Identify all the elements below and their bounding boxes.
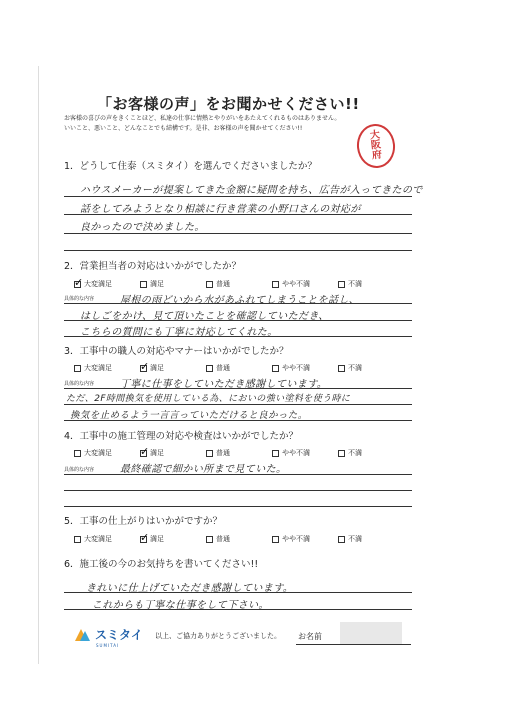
question-3: 3．工事中の職人の対応やマナーはいかがでしたか？ — [64, 346, 289, 357]
question-1: 1．どうして住泰（スミタイ）を選んでくださいましたか？ — [64, 161, 317, 172]
answer-rule — [64, 250, 412, 251]
option-normal[interactable] — [206, 279, 272, 289]
answer-rule — [64, 303, 412, 304]
checkbox[interactable] — [338, 281, 345, 288]
option-very-satisfied[interactable] — [74, 279, 140, 289]
page-title: 「お客様の声」をお聞かせください!! — [97, 95, 360, 113]
answer-rule — [64, 214, 412, 215]
detail-label: 具体的な内容 — [64, 381, 95, 387]
option-satisfied[interactable] — [140, 363, 206, 373]
rating-options-q4 — [74, 448, 414, 458]
option-very-satisfied[interactable] — [74, 448, 140, 458]
stamp-char: 府 — [371, 149, 383, 162]
answer-2-line-2: はしごをかけ、見て頂いたことを確認していただき、 — [80, 311, 329, 322]
option-label: 普通 — [216, 449, 230, 457]
answer-rule — [64, 233, 412, 234]
checkbox[interactable] — [272, 365, 279, 372]
question-2: 2．営業担当者の対応はいかがでしたか？ — [64, 261, 242, 272]
option-normal[interactable] — [206, 363, 272, 373]
checkbox[interactable] — [140, 281, 147, 288]
checkbox[interactable] — [206, 281, 213, 288]
checkbox[interactable] — [272, 281, 279, 288]
option-very-satisfied[interactable] — [74, 534, 140, 544]
option-label: やや不満 — [282, 364, 310, 372]
stamp-char: 阪 — [370, 139, 382, 152]
option-label: 不満 — [348, 364, 362, 372]
answer-2-line-3: こちらの質問にも丁寧に対応してくれた。 — [80, 327, 278, 338]
name-redacted-field — [340, 622, 402, 644]
checkbox[interactable] — [140, 450, 147, 457]
checkbox[interactable] — [338, 365, 345, 372]
checkbox[interactable] — [206, 450, 213, 457]
detail-label: 具体的な内容 — [64, 296, 95, 302]
answer-rule — [64, 320, 412, 321]
option-label: 普通 — [216, 280, 230, 288]
logo-subtext: SUMITAI — [96, 643, 120, 648]
rating-options-q5 — [74, 534, 414, 544]
option-somewhat-dissatisfied[interactable] — [272, 448, 338, 458]
option-somewhat-dissatisfied[interactable] — [272, 279, 338, 289]
option-somewhat-dissatisfied[interactable] — [272, 363, 338, 373]
name-rule — [296, 644, 411, 645]
option-label: 満足 — [150, 535, 164, 543]
option-dissatisfied[interactable] — [338, 534, 404, 544]
intro-text — [64, 114, 364, 134]
answer-2-line-1: 屋根の雨どいから水があふれてしまうことを話し、 — [120, 295, 360, 306]
option-label: 満足 — [150, 280, 164, 288]
answer-6-line-2: これからも丁寧な仕事をして下さい。 — [92, 600, 269, 611]
answer-6-line-1: きれいに仕上げていただき感謝しています。 — [86, 583, 294, 594]
question-5: 5．工事の仕上がりはいかがですか？ — [64, 516, 223, 527]
option-label: 普通 — [216, 364, 230, 372]
answer-1-line-3: 良かったので決めました。 — [80, 222, 205, 233]
answer-1-line-1: ハウスメーカーが提案してきた金額に疑問を持ち、広告が入ってきたので — [80, 185, 423, 196]
option-satisfied[interactable] — [140, 534, 206, 544]
checkbox[interactable] — [74, 281, 81, 288]
logo-mark-icon — [75, 627, 91, 643]
rating-options-q2 — [74, 279, 414, 289]
stamp-char: 大 — [369, 129, 381, 142]
answer-rule — [64, 420, 412, 421]
answer-rule — [64, 592, 412, 593]
option-dissatisfied[interactable] — [338, 279, 404, 289]
option-satisfied[interactable] — [140, 448, 206, 458]
option-normal[interactable] — [206, 534, 272, 544]
checkbox[interactable] — [272, 450, 279, 457]
checkbox[interactable] — [140, 536, 147, 543]
option-label: 満足 — [150, 449, 164, 457]
thanks-text: 以上、ご協力ありがとうございました。 — [155, 632, 281, 640]
option-label: 不満 — [348, 535, 362, 543]
option-label: 普通 — [216, 535, 230, 543]
checkbox[interactable] — [74, 536, 81, 543]
option-label: 不満 — [348, 280, 362, 288]
checkbox[interactable] — [140, 365, 147, 372]
option-label: 大変満足 — [84, 449, 112, 457]
answer-rule — [64, 474, 412, 475]
intro-line: いいこと、悪いこと、どんなことでも結構です。是非、お客様の声を聞かせてください!! — [64, 125, 303, 132]
option-label: 大変満足 — [84, 280, 112, 288]
checkbox[interactable] — [74, 450, 81, 457]
answer-rule — [64, 196, 412, 197]
option-normal[interactable] — [206, 448, 272, 458]
checkbox[interactable] — [74, 365, 81, 372]
answer-rule — [64, 506, 412, 507]
logo-text: スミタイ — [95, 628, 143, 642]
checkbox[interactable] — [338, 450, 345, 457]
answer-rule — [64, 609, 412, 610]
answer-rule — [64, 404, 412, 405]
option-somewhat-dissatisfied[interactable] — [272, 534, 338, 544]
answer-rule — [64, 388, 412, 389]
checkbox[interactable] — [338, 536, 345, 543]
name-label: お名前 — [298, 632, 322, 641]
detail-label: 具体的な内容 — [64, 467, 95, 473]
option-label: 大変満足 — [84, 364, 112, 372]
checkbox[interactable] — [206, 536, 213, 543]
option-label: 大変満足 — [84, 535, 112, 543]
option-satisfied[interactable] — [140, 279, 206, 289]
answer-3-line-2: ただ、2F時間換気を使用している為、においの強い塗料を使う時に — [66, 394, 351, 404]
option-very-satisfied[interactable] — [74, 363, 140, 373]
answer-rule — [64, 490, 412, 491]
answer-3-line-3: 換気を止めるよう一言言っていただけると良かった。 — [70, 410, 308, 421]
question-4: 4．工事中の施工管理の対応や検査はいかがでしたか？ — [64, 431, 299, 442]
rating-options-q3 — [74, 363, 414, 373]
answer-3-line-1: 丁寧に仕事をしていただき感謝しています。 — [120, 379, 328, 390]
intro-line: お客様の喜びの声をきくことほど、私達の仕事に情熱とやりがいをあたえてくれるものはありません。 — [64, 115, 341, 122]
answer-1-line-2: 話をしてみようとなり相談に行き営業の小野口さんの対応が — [80, 204, 361, 215]
question-6: 6．施工後の今のお気持ちを書いてください!! — [64, 559, 259, 570]
checkbox[interactable] — [272, 536, 279, 543]
option-label: やや不満 — [282, 280, 310, 288]
option-label: やや不満 — [282, 535, 310, 543]
answer-4-line-1: 最終確認で細かい所まで見ていた。 — [120, 464, 287, 475]
option-label: 満足 — [150, 364, 164, 372]
option-label: 不満 — [348, 449, 362, 457]
option-dissatisfied[interactable] — [338, 363, 404, 373]
option-dissatisfied[interactable] — [338, 448, 404, 458]
company-logo — [75, 626, 143, 643]
option-label: やや不満 — [282, 449, 310, 457]
answer-rule — [64, 336, 412, 337]
checkbox[interactable] — [206, 365, 213, 372]
